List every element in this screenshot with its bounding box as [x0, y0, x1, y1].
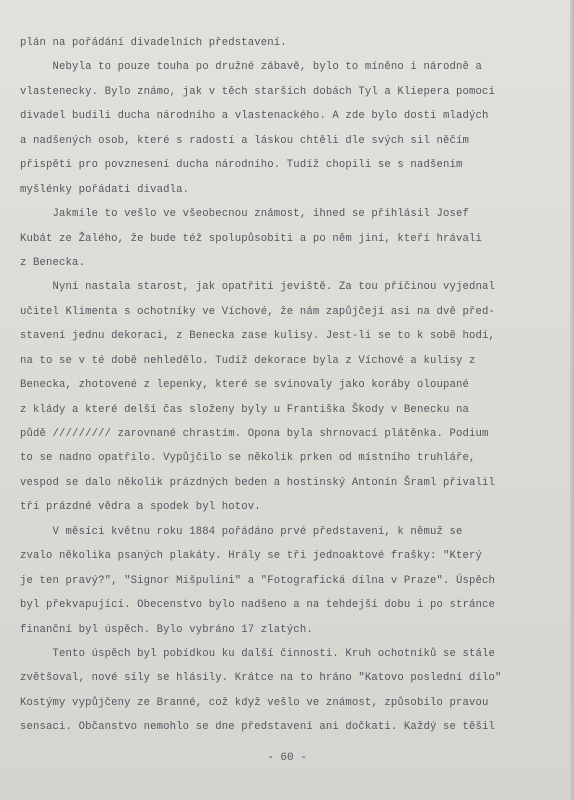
- text-line: byl překvapující. Obecenstvo bylo nadšeno a na tehdejší dobu i po stránce: [20, 599, 496, 612]
- text-line: Benecka, zhotovené z lepenky, které se svinovaly jako koráby oloupané: [20, 379, 470, 392]
- text-line: V měsíci květnu roku 1884 pořádáno prvé představení, k němuž se: [20, 525, 463, 538]
- text-line: Nyní nastala starost, jak opatřiti jeviště. Za tou příčinou vyjednal: [20, 281, 496, 294]
- text-line: myšlénky pořádati divadla.: [20, 183, 190, 196]
- page-edge: [570, 0, 574, 800]
- page-number: - 60 -: [267, 752, 307, 764]
- text-line: Tento úspěch byl pobídkou ku další činnosti. Kruh ochotníků se stále: [20, 647, 496, 660]
- text-line: plán na pořádání divadelních představení.: [20, 37, 287, 49]
- text-line: sensaci. Občanstvo nemohlo se dne představení ani dočkati. Každý se těšil: [20, 721, 496, 734]
- text-line: z Benecka.: [20, 256, 86, 269]
- text-line: tři prázdné vědra a spodek byl hotov.: [20, 501, 261, 514]
- text-line: Jakmile to vešlo ve všeobecnou známost, ihned se přihlásil Josef: [20, 208, 470, 221]
- text-line: stavení jednu dekoraci, z Benecka zase kulisy. Jest-li se to k sobě hodí,: [20, 330, 496, 343]
- text-line: Kubát ze Žalého, že bude též spolupůsobiti a po něm jiní, kteří hrávali: [20, 232, 483, 245]
- text-line: to se nadno opatřilo. Vypůjčilo se několik prken od místního truhláře,: [20, 452, 476, 465]
- text-line: je ten pravý?", "Signor Mišpulini" a "Fotografická dílna v Praze". Úspěch: [20, 574, 496, 587]
- text-line: zvalo několika psaných plakáty. Hrály se tři jednoaktové frašky: "Který: [20, 550, 483, 563]
- text-line: vlastenecky. Bylo známo, jak v těch starších dobách Tyl a Kliepera pomocí: [20, 85, 496, 98]
- text-line: půdě ///////// zarovnané chrastím. Opona byla shrnovací plátěnka. Podium: [20, 428, 489, 440]
- text-line: Nebyla to pouze touha po družné zábavě, bylo to míněno i národně a: [20, 61, 483, 74]
- text-line: finanční byl úspěch. Bylo vybráno 17 zlatých.: [20, 623, 313, 636]
- text-line: divadel budili ducha národního a vlastenackého. A zde bylo dosti mladých: [20, 110, 489, 123]
- text-line: Kostýmy vypůjčeny ze Branné, což když vešlo ve známost, způsobilo pravou: [20, 696, 489, 709]
- body-text: [20, 31, 550, 740]
- text-line: z klády a které delší čas složeny byly u Františka Škody v Benecku na: [20, 403, 470, 416]
- text-line: vespod se dalo několik prázdných beden a hostinský Antonín Šraml přivalil: [20, 476, 496, 489]
- text-line: zvětšoval, nové síly se hlásily. Krátce na to hráno "Katovo poslední dílo": [20, 672, 502, 685]
- text-line: učitel Klimenta s ochotníky ve Víchové, že nám zapůjčejí asi na dvě před-: [20, 305, 496, 318]
- text-line: a nadšených osob, které s radostí a láskou chtěli dle svých sil něčím: [20, 134, 470, 147]
- text-line: přispěti pro povznesení ducha národního. Tudíž chopili se s nadšením: [20, 159, 463, 172]
- text-line: na to se v té době nehledělo. Tudíž dekorace byla z Víchové a kulisy z: [20, 354, 476, 367]
